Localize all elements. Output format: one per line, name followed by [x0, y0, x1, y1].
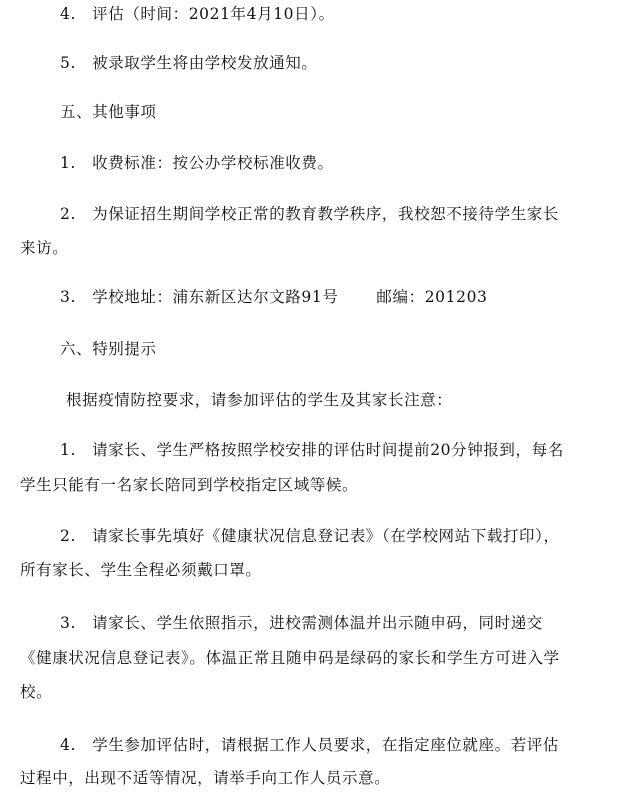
item-4-evaluation: 4. 评估（时间：2021年4月10日）。: [60, 5, 335, 23]
fee-standard: 1. 收费标准：按公办学校标准收费。: [60, 154, 334, 172]
notice-2-line-2: 所有家长、学生全程必须戴口罩。: [20, 561, 262, 579]
school-address: 3. 学校地址：浦东新区达尔文路91号: [60, 288, 339, 306]
special-notice-intro: 根据疫情防控要求，请参加评估的学生及其家长注意：: [66, 391, 453, 409]
notice-1-line-2: 学生只能有一名家长陪同到学校指定区域等候。: [20, 476, 359, 494]
notice-1-line-1: 1. 请家长、学生严格按照学校安排的评估时间提前20分钟报到，每名: [60, 441, 564, 459]
notice-4-line-2: 过程中，出现不适等情况，请举手向工作人员示意。: [20, 769, 391, 787]
notice-4-line-1: 4. 学生参加评估时，请根据工作人员要求，在指定座位就座。若评估: [60, 736, 559, 754]
section-6-heading: 六、特别提示: [60, 340, 157, 358]
notice-2-line-1: 2. 请家长事先填好《健康状况信息登记表》（在学校网站下载打印），: [60, 527, 560, 545]
item-5-admission-notice: 5. 被录取学生将由学校发放通知。: [60, 54, 318, 72]
no-visits-line-2: 来访。: [20, 239, 69, 257]
postcode: 邮编：201203: [376, 288, 488, 306]
notice-3-line-2: 《健康状况信息登记表》。体温正常且随申码是绿码的家长和学生方可进入学: [20, 649, 560, 667]
section-5-heading: 五、其他事项: [60, 103, 157, 121]
no-visits-line-1: 2. 为保证招生期间学校正常的教育教学秩序，我校恕不接待学生家长: [60, 205, 559, 223]
notice-3-line-1: 3. 请家长、学生依照指示，进校需测体温并出示随申码，同时递交: [60, 614, 543, 632]
school-address-line: [60, 287, 488, 307]
notice-3-line-3: 校。: [20, 683, 53, 701]
